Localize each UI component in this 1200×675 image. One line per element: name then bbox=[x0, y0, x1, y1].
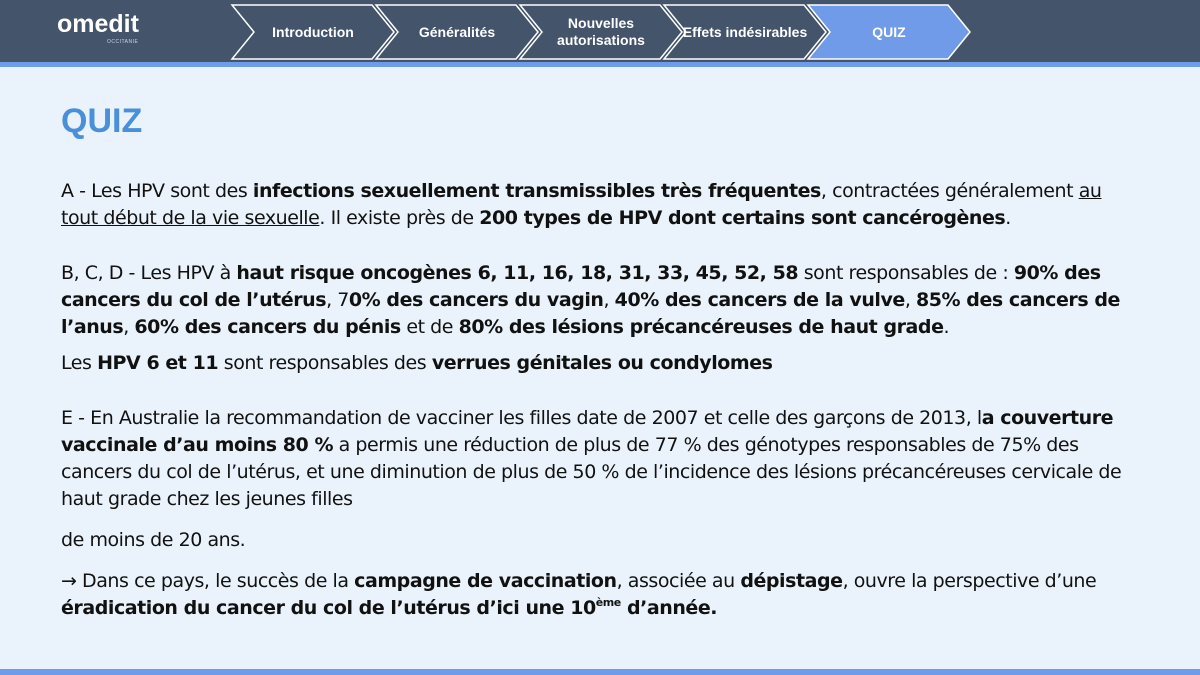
text: . bbox=[943, 316, 950, 338]
logo-text: omedit bbox=[57, 10, 139, 38]
text: sont responsables de : bbox=[798, 262, 1014, 284]
text: , associée au bbox=[616, 570, 741, 592]
tab-generalites[interactable]: Généralités bbox=[418, 23, 496, 40]
bold-text: campagne de vaccination bbox=[354, 570, 617, 592]
footer-accent-line bbox=[0, 669, 1200, 675]
tab-nouvelles-autorisations[interactable]: Nouvelles autorisations bbox=[557, 15, 645, 48]
text: E - En Australie la recommandation de vacciner les filles date de 2007 et celle des garçons de 2013, l bbox=[61, 407, 982, 429]
bold-text: HPV 6 et 11 bbox=[97, 352, 219, 374]
bold-text: infections sexuellement transmissibles très fréquentes bbox=[252, 180, 821, 202]
text: , ouvre la perspective d’une bbox=[842, 570, 1097, 592]
bold-text: 85% des cancers de l’anus bbox=[61, 289, 1120, 338]
text: A - Les HPV sont des bbox=[61, 180, 253, 202]
logo-subtitle: OCCITANIE bbox=[107, 39, 139, 45]
bold-text: 90% des cancers du col de l’utérus bbox=[61, 262, 1101, 311]
bold-text: 80% des lésions précancéreuses de haut grade bbox=[458, 316, 944, 338]
bold-text: 60% des cancers du pénis bbox=[134, 316, 401, 338]
bold-text: 200 types de HPV dont certains sont cancérogènes bbox=[479, 207, 1006, 229]
page-title: QUIZ bbox=[61, 102, 143, 140]
paragraph-bcd bbox=[61, 260, 1141, 341]
tab-quiz[interactable]: QUIZ bbox=[872, 23, 906, 40]
paragraph-hpv-6-11 bbox=[61, 350, 1141, 377]
bold-text: dépistage bbox=[740, 570, 843, 592]
text: , 7 bbox=[326, 289, 349, 311]
paragraph-a bbox=[61, 178, 1141, 232]
bold-text: haut risque oncogènes 6, 11, 16, 18, 31, 33, 45, 52, 58 bbox=[236, 262, 799, 284]
paragraph-e-end: de moins de 20 ans. bbox=[61, 529, 246, 551]
tab-effets-indesirables[interactable]: Effets indésirables bbox=[682, 23, 808, 40]
section-nav bbox=[230, 4, 972, 60]
bold-text: 0% des cancers du vagin bbox=[348, 289, 604, 311]
text: , bbox=[603, 289, 615, 311]
text: a permis une réduction de plus de 77 % des génotypes responsables de 75% des cancers du col de l’utérus, et une diminution de plus de 50 % de l’incidence des lésions précancéreuses cervicale de haut grade chez les jeunes filles bbox=[61, 434, 1122, 510]
header-accent-line bbox=[0, 62, 1200, 67]
bold-text: éradication du cancer du col de l’utérus d’ici une 10 bbox=[61, 597, 596, 619]
text: → Dans ce pays, le succès de la bbox=[61, 570, 355, 592]
paragraph-conclusion bbox=[61, 568, 1141, 622]
paragraph-e bbox=[61, 405, 1141, 513]
text: . bbox=[1005, 207, 1011, 229]
bold-text: d’année. bbox=[620, 597, 718, 619]
text: Les bbox=[61, 352, 98, 374]
text: , bbox=[123, 316, 135, 338]
underlined-text: au tout début de la vie sexuelle bbox=[61, 180, 1102, 229]
superscript: ème bbox=[595, 596, 621, 609]
text: , bbox=[904, 289, 917, 311]
text: , contractées généralement bbox=[820, 180, 1079, 202]
bold-text: verrues génitales ou condylomes bbox=[431, 352, 773, 374]
text: . Il existe près de bbox=[319, 207, 480, 229]
text: sont responsables des bbox=[218, 352, 432, 374]
text: B, C, D - Les HPV à bbox=[61, 262, 237, 284]
bold-text: a couverture vaccinale d’au moins 80 % bbox=[61, 407, 1114, 456]
slide-body bbox=[61, 178, 1141, 622]
bold-text: 40% des cancers de la vulve bbox=[614, 289, 905, 311]
text: et de bbox=[400, 316, 459, 338]
omedit-logo bbox=[57, 10, 157, 50]
tab-introduction[interactable]: Introduction bbox=[272, 23, 354, 40]
